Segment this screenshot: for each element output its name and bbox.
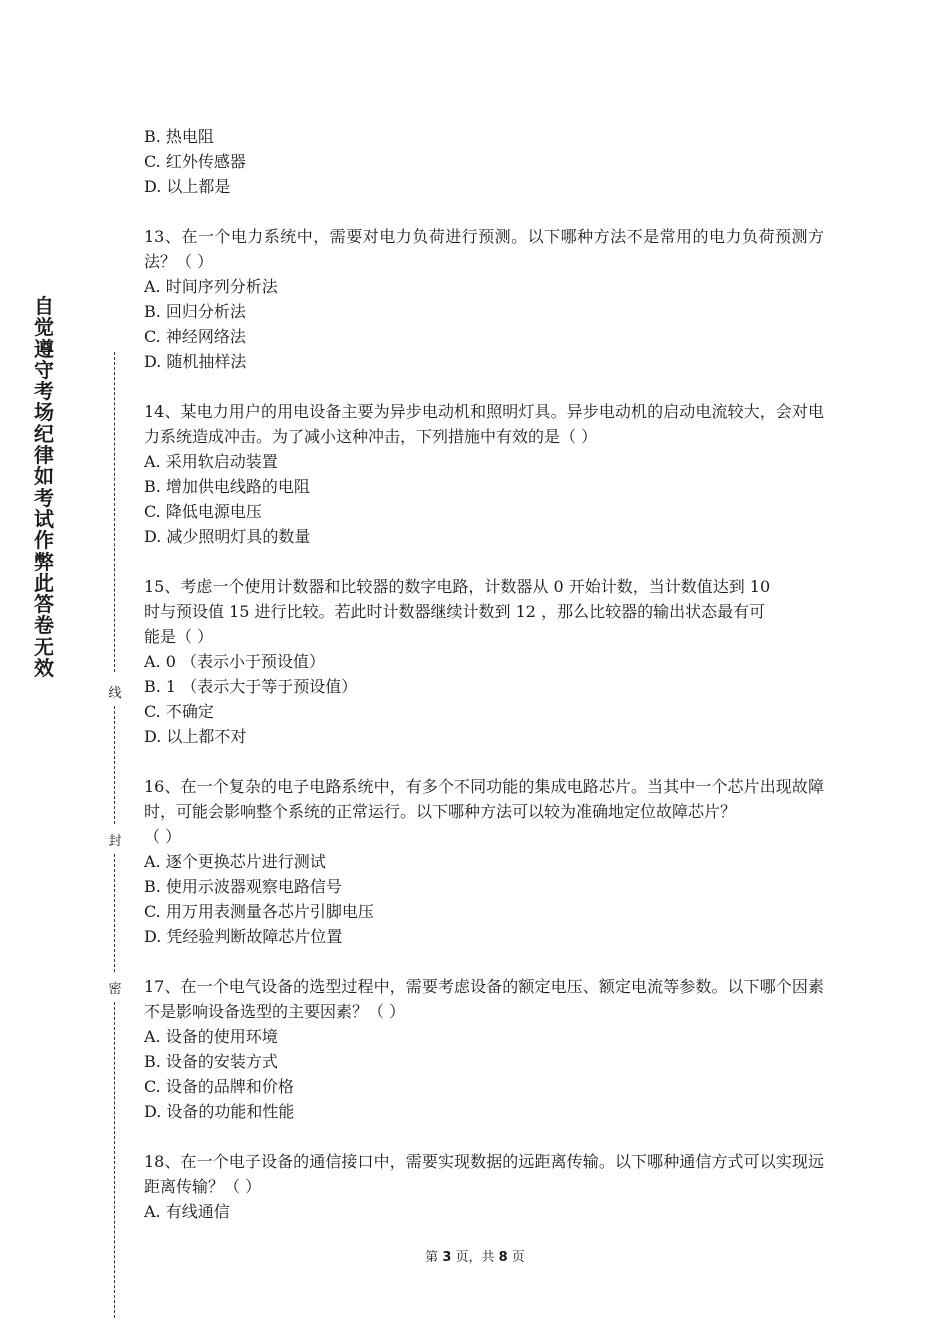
option: D. 凭经验判断故障芯片位置: [144, 927, 343, 946]
option: B. 热电阻: [144, 127, 214, 146]
option: C. 不确定: [144, 702, 214, 721]
binding-line: [114, 1002, 115, 1318]
option: A. 时间序列分析法: [144, 277, 278, 296]
question-stem: 16、在一个复杂的电子电路系统中，有多个不同功能的集成电路芯片。当其中一个芯片出现故障时，可能会影响整个系统的正常运行。以下哪种方法可以较为准确地定位故障芯片？: [144, 777, 824, 821]
option: C. 神经网络法: [144, 327, 246, 346]
question-18: [144, 1149, 824, 1224]
footer-suffix: 页: [507, 1250, 525, 1265]
option: B. 1 （表示大于等于预设值）: [144, 677, 358, 696]
page-total: 8: [498, 1250, 508, 1265]
question-14: [144, 399, 824, 549]
option: A. 0 （表示小于预设值）: [144, 652, 325, 671]
question-17: [144, 974, 824, 1124]
question-stem-line: 能是（ ）: [144, 627, 214, 646]
question-stem-line: 15、考虑一个使用计数器和比较器的数字电路，计数器从 0 开始计数，当计数值达到 10: [144, 577, 771, 596]
option: A. 有线通信: [144, 1202, 230, 1221]
previous-question-options: [144, 124, 824, 199]
option: C. 降低电源电压: [144, 502, 262, 521]
binding-mark-mi: 密: [106, 978, 124, 997]
binding-mark-feng: 封: [106, 830, 124, 849]
footer-prefix: 第: [425, 1250, 443, 1265]
question-stem: 14、某电力用户的用电设备主要为异步电动机和照明灯具。异步电动机的启动电流较大，会对电力系统造成冲击。为了减小这种冲击，下列措施中有效的是（ ）: [144, 402, 824, 446]
question-stem: 13、在一个电力系统中，需要对电力负荷进行预测。以下哪种方法不是常用的电力负荷预测方法？（ ）: [144, 227, 824, 271]
page-footer: [0, 1246, 950, 1265]
binding-line: [114, 854, 115, 972]
page-number: 3: [442, 1250, 452, 1265]
question-15: [144, 574, 824, 749]
question-content: [144, 124, 824, 1249]
question-stem: 18、在一个电子设备的通信接口中，需要实现数据的远距离传输。以下哪种通信方式可以实现远距离传输？（ ）: [144, 1152, 824, 1196]
footer-middle: 页，共: [451, 1250, 499, 1265]
option: D. 以上都是: [144, 177, 231, 196]
option: B. 使用示波器观察电路信号: [144, 877, 342, 896]
binding-line: [114, 706, 115, 824]
option: B. 增加供电线路的电阻: [144, 477, 310, 496]
question-16: [144, 774, 824, 949]
question-stem: 17、在一个电气设备的选型过程中，需要考虑设备的额定电压、额定电流等参数。以下哪个因素不是影响设备选型的主要因素？（ ）: [144, 977, 824, 1021]
option: D. 以上都不对: [144, 727, 247, 746]
binding-line: [114, 352, 115, 672]
question-stem-line: （ ）: [144, 827, 182, 846]
question-13: [144, 224, 824, 374]
binding-mark-xian: 线: [106, 682, 124, 701]
exam-discipline-notice: 自觉遵守考场纪律如考试作弊此答卷无效: [34, 294, 54, 681]
option: B. 设备的安装方式: [144, 1052, 278, 1071]
option: C. 红外传感器: [144, 152, 246, 171]
option: C. 设备的品牌和价格: [144, 1077, 294, 1096]
option: B. 回归分析法: [144, 302, 246, 321]
option: D. 设备的功能和性能: [144, 1102, 295, 1121]
question-stem-line: 时与预设值 15 进行比较。若此时计数器继续计数到 12 ，那么比较器的输出状态最有可: [144, 602, 766, 621]
option: A. 采用软启动装置: [144, 452, 278, 471]
option: A. 逐个更换芯片进行测试: [144, 852, 326, 871]
option: C. 用万用表测量各芯片引脚电压: [144, 902, 374, 921]
option: A. 设备的使用环境: [144, 1027, 278, 1046]
option: D. 减少照明灯具的数量: [144, 527, 311, 546]
option: D. 随机抽样法: [144, 352, 247, 371]
